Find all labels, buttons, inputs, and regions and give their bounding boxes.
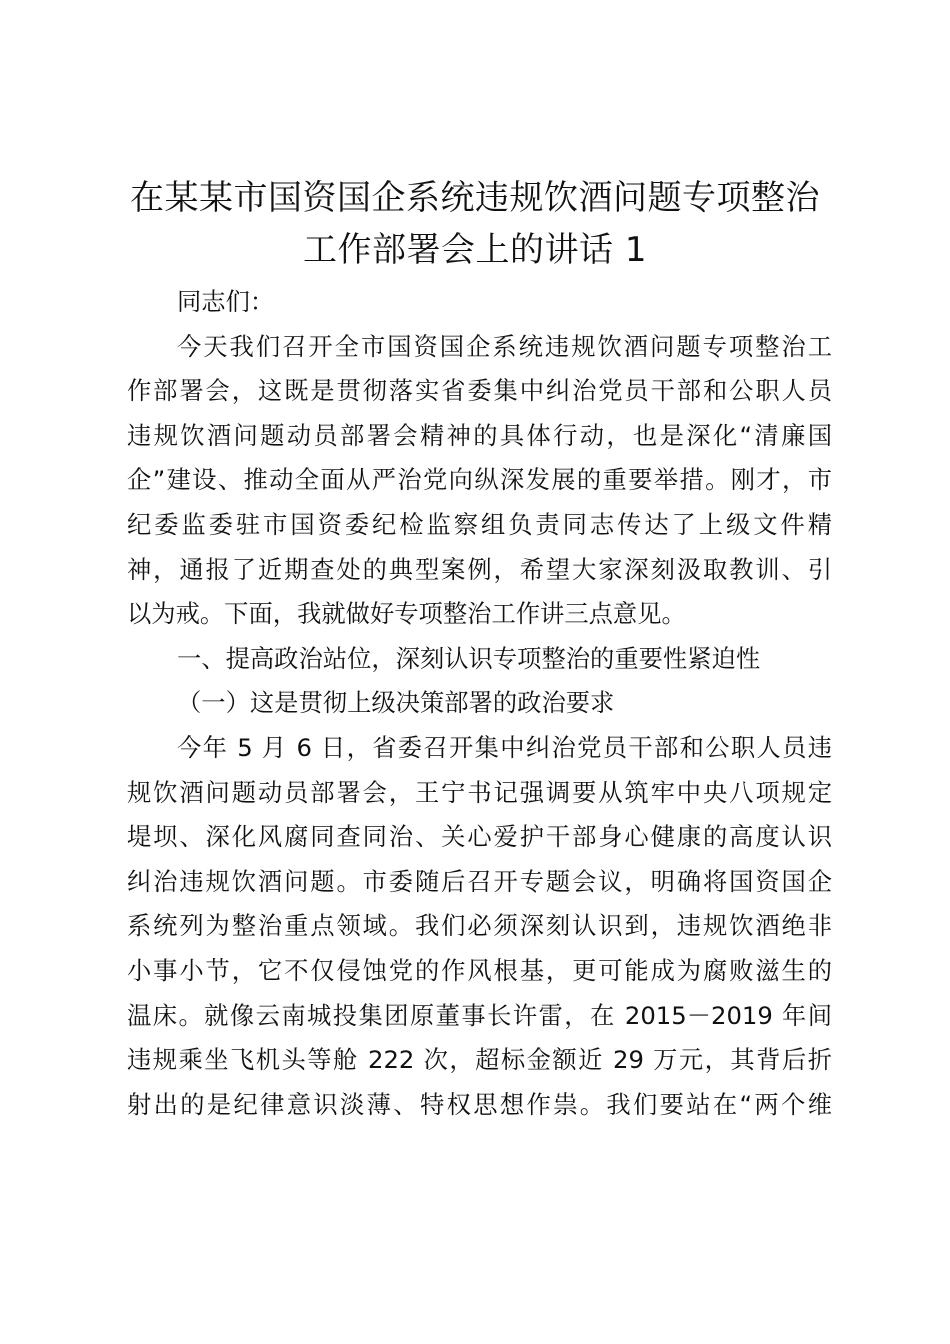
paragraph-line: 射出的是纪律意识淡薄、特权思想作祟。我们要站在“两个维	[127, 1089, 832, 1119]
section-heading: 一、提高政治站位，深刻认识专项整治的重要性紧迫性	[177, 643, 761, 673]
paragraph-line: 今天我们召开全市国资国企系统违规饮酒问题专项整治工	[177, 331, 832, 361]
paragraph-line: 企”建设、推动全面从严治党向纵深发展的重要举措。刚才，市	[127, 465, 832, 495]
salutation: 同志们：	[177, 287, 275, 316]
paragraph-line: 纠治违规饮酒问题。市委随后召开专题会议，明确将国资国企	[127, 866, 832, 896]
paragraph-line: 违规乘坐飞机头等舱 222 次，超标金额近 29 万元，其背后折	[127, 1045, 832, 1075]
paragraph-line: 系统列为整治重点领域。我们必须深刻认识到，违规饮酒绝非	[127, 911, 832, 941]
paragraph-line: 纪委监委驻市国资委纪检监察组负责同志传达了上级文件精	[127, 509, 832, 539]
paragraph-line: 温床。就像云南城投集团原董事长许雷，在 2015－2019 年间	[127, 1000, 832, 1030]
title-line-1: 在某某市国资国企系统违规饮酒问题专项整治	[130, 178, 820, 218]
subsection-heading: （一）这是贯彻上级决策部署的政治要求	[177, 688, 615, 718]
document-body	[127, 280, 832, 1127]
paragraph-line: 以为戒。下面，我就做好专项整治工作讲三点意见。	[127, 599, 686, 629]
paragraph-line: 违规饮酒问题动员部署会精神的具体行动，也是深化“清廉国	[127, 420, 832, 450]
paragraph-line: 小事小节，它不仅侵蚀党的作风根基，更可能成为腐败滋生的	[127, 955, 832, 985]
paragraph-line: 神，通报了近期查处的典型案例，希望大家深刻汲取教训、引	[127, 554, 832, 584]
paragraph-line: 作部署会，这既是贯彻落实省委集中纠治党员干部和公职人员	[127, 376, 832, 406]
paragraph-line: 规饮酒问题动员部署会，王宁书记强调要从筑牢中央八项规定	[127, 777, 832, 807]
document-title	[110, 172, 840, 276]
title-line-2: 工作部署会上的讲话 1	[303, 230, 647, 270]
paragraph-line: 堤坝、深化风腐同查同治、关心爱护干部身心健康的高度认识	[127, 822, 832, 852]
paragraph-line: 今年 5 月 6 日，省委召开集中纠治党员干部和公职人员违	[177, 732, 832, 762]
